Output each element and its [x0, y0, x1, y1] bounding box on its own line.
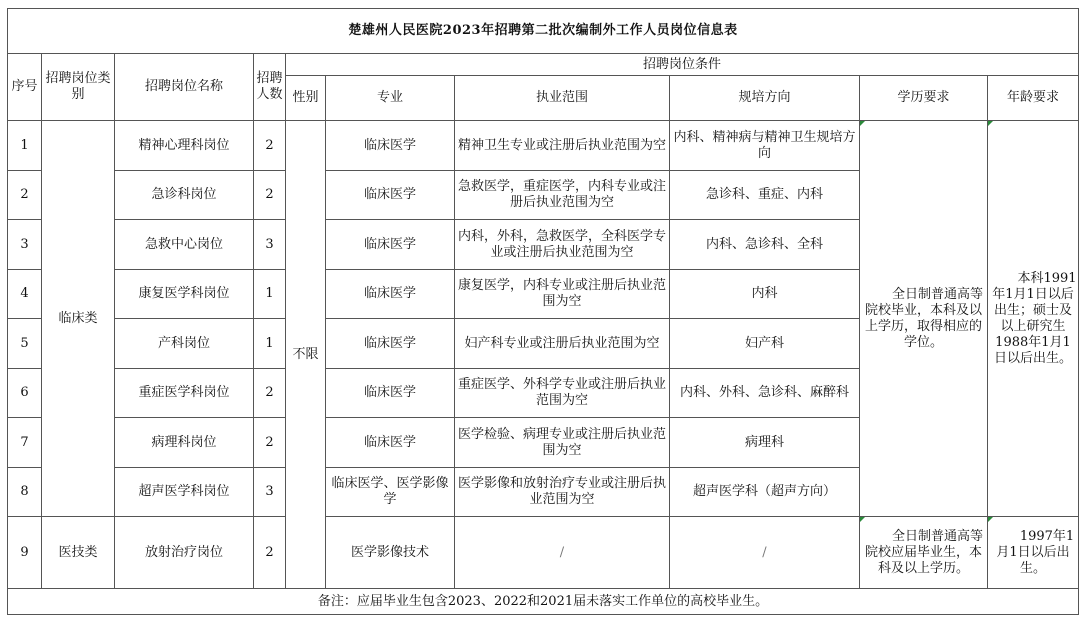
row-training: 内科、精神病与精神卫生规培方向 — [670, 121, 860, 171]
age-clinical-text: 本科1991年1月1日以后出生；硕士及以上研究生1988年1月1日以后出生。 — [992, 270, 1077, 366]
row-count: 2 — [254, 418, 286, 468]
row-count: 1 — [254, 270, 286, 319]
row-position: 重症医学科岗位 — [115, 369, 254, 418]
row-scope: 精神卫生专业或注册后执业范围为空 — [455, 121, 670, 171]
row-seq: 9 — [8, 517, 42, 589]
row-major: 临床医学 — [326, 319, 455, 369]
row-major: 医学影像技术 — [326, 517, 455, 589]
row-scope: 医学检验、病理专业或注册后执业范围为空 — [455, 418, 670, 468]
row-major: 临床医学 — [326, 171, 455, 220]
header-gender: 性别 — [286, 76, 326, 121]
row-seq: 4 — [8, 270, 42, 319]
row-major: 临床医学 — [326, 270, 455, 319]
row-scope: 急救医学，重症医学，内科专业或注册后执业范围为空 — [455, 171, 670, 220]
row-count: 2 — [254, 121, 286, 171]
age-tech-text: 1997年1月1日以后出生。 — [996, 528, 1075, 576]
header-conditions: 招聘岗位条件 — [286, 54, 1079, 76]
row-position: 康复医学科岗位 — [115, 270, 254, 319]
row-scope: 妇产科专业或注册后执业范围为空 — [455, 319, 670, 369]
header-seq: 序号 — [8, 54, 42, 121]
row-training: 妇产科 — [670, 319, 860, 369]
header-education: 学历要求 — [860, 76, 988, 121]
row-seq: 2 — [8, 171, 42, 220]
row-major: 临床医学、医学影像学 — [326, 468, 455, 517]
row-count: 2 — [254, 517, 286, 589]
row-position: 超声医学科岗位 — [115, 468, 254, 517]
row-position: 放射治疗岗位 — [115, 517, 254, 589]
education-clinical — [860, 121, 988, 517]
header-scope: 执业范围 — [455, 76, 670, 121]
row-major: 临床医学 — [326, 220, 455, 270]
row-training: 内科、外科、急诊科、麻醉科 — [670, 369, 860, 418]
footnote: 备注：应届毕业生包含2023、2022和2021届未落实工作单位的高校毕业生。 — [8, 589, 1079, 615]
row-position: 急诊科岗位 — [115, 171, 254, 220]
row-count: 2 — [254, 171, 286, 220]
header-major: 专业 — [326, 76, 455, 121]
row-seq: 6 — [8, 369, 42, 418]
row-major: 临床医学 — [326, 418, 455, 468]
row-seq: 7 — [8, 418, 42, 468]
recruitment-table — [7, 8, 1079, 615]
row-training: / — [670, 517, 860, 589]
age-clinical — [988, 121, 1079, 517]
row-count: 1 — [254, 319, 286, 369]
row-seq: 5 — [8, 319, 42, 369]
cell-comment-marker — [988, 517, 993, 522]
category-clinical: 临床类 — [42, 121, 115, 517]
row-position: 急救中心岗位 — [115, 220, 254, 270]
row-count: 3 — [254, 468, 286, 517]
education-clinical-text: 全日制普通高等院校毕业，本科及以上学历，取得相应的学位。 — [864, 286, 983, 350]
row-scope: 重症医学、外科学专业或注册后执业范围为空 — [455, 369, 670, 418]
row-count: 3 — [254, 220, 286, 270]
row-training: 内科 — [670, 270, 860, 319]
row-scope: / — [455, 517, 670, 589]
header-position: 招聘岗位名称 — [115, 54, 254, 121]
education-tech — [860, 517, 988, 589]
table-title: 楚雄州人民医院2023年招聘第二批次编制外工作人员岗位信息表 — [8, 9, 1079, 54]
row-training: 急诊科、重症、内科 — [670, 171, 860, 220]
cell-comment-marker — [860, 121, 865, 126]
table-row — [8, 517, 1079, 589]
row-scope: 医学影像和放射治疗专业或注册后执业范围为空 — [455, 468, 670, 517]
row-training: 超声医学科（超声方向） — [670, 468, 860, 517]
row-training: 病理科 — [670, 418, 860, 468]
header-count: 招聘人数 — [254, 54, 286, 121]
age-tech — [988, 517, 1079, 589]
row-major: 临床医学 — [326, 121, 455, 171]
table-row — [8, 121, 1079, 171]
row-position: 精神心理科岗位 — [115, 121, 254, 171]
row-position: 产科岗位 — [115, 319, 254, 369]
row-scope: 康复医学，内科专业或注册后执业范围为空 — [455, 270, 670, 319]
row-training: 内科、急诊科、全科 — [670, 220, 860, 270]
header-age: 年龄要求 — [988, 76, 1079, 121]
row-scope: 内科，外科，急救医学，全科医学专业或注册后执业范围为空 — [455, 220, 670, 270]
category-tech: 医技类 — [42, 517, 115, 589]
row-seq: 1 — [8, 121, 42, 171]
header-category: 招聘岗位类别 — [42, 54, 115, 121]
gender-unrestricted: 不限 — [286, 121, 326, 589]
cell-comment-marker — [988, 121, 993, 126]
row-seq: 8 — [8, 468, 42, 517]
row-major: 临床医学 — [326, 369, 455, 418]
row-count: 2 — [254, 369, 286, 418]
education-tech-text: 全日制普通高等院校应届毕业生，本科及以上学历。 — [864, 528, 983, 576]
row-seq: 3 — [8, 220, 42, 270]
row-position: 病理科岗位 — [115, 418, 254, 468]
header-training: 规培方向 — [670, 76, 860, 121]
cell-comment-marker — [860, 517, 865, 522]
